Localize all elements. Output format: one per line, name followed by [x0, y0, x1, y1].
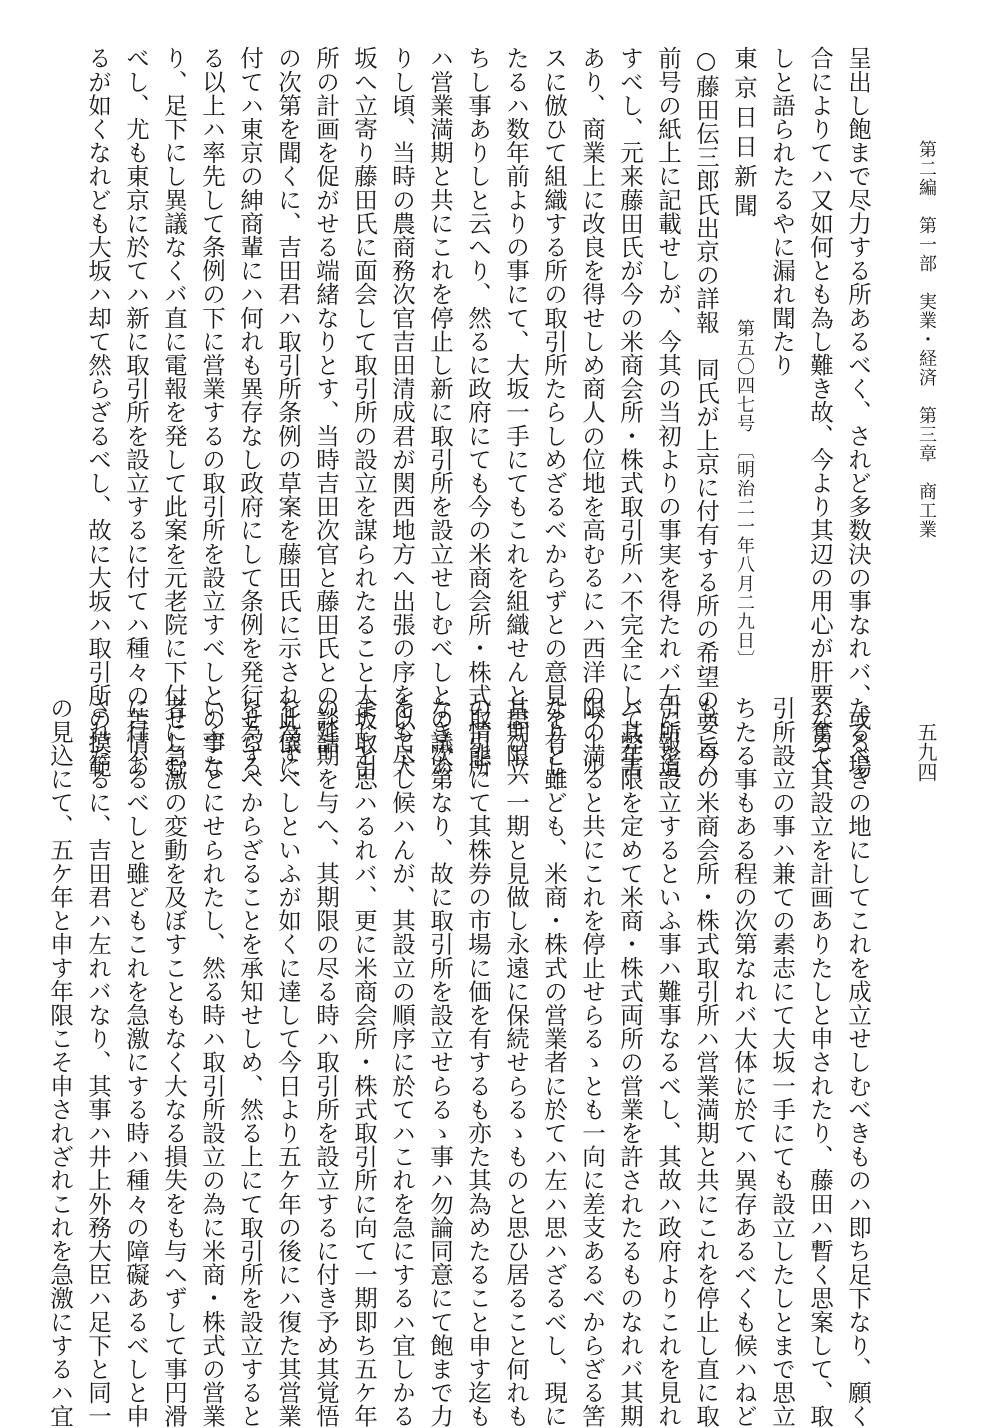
- text-line: されたるに、吉田君ハ左れバなり、其事ハ井上外務大臣ハ足下と同一: [84, 696, 112, 1428]
- text-line: 前号の紙上に記載せしが、今其の当初よりの事実を得たれバ左に報道: [654, 46, 682, 778]
- text-line: 引所設立の事ハ兼ての素志にて大坂一手にても設立したしとまで思立: [768, 696, 796, 1428]
- text-line: しと語られたるやに漏れ聞たり: [768, 46, 796, 377]
- text-line: も、今の米商会所・株式取引所ハ営業満期と共にこれを停止し直に取: [692, 696, 720, 1428]
- text-line: 其期限ハ一期と見做し永遠に保続せらるゝものと思ひ居ること何れも: [502, 696, 530, 1428]
- text-line: ○藤田伝三郎氏出京の詳報 同氏が上京に付有する所の希望の要旨ハ: [692, 46, 720, 783]
- text-line: いふことにせられたし、然る時ハ取引所設立の為に米商・株式の営業: [198, 696, 226, 1428]
- issue-number: 第五〇四七号: [734, 319, 755, 433]
- text-line: をも尽し候ハんが、其設立の順序に於てハこれを急にするハ宜しかる: [388, 696, 416, 1428]
- text-line: べし、尤も東京に於てハ新に取引所を設立するに付てハ種々の苦情あ: [122, 46, 150, 778]
- text-line: りし頃、当時の農商務次官吉田清成君が関西地方へ出張の序を以て大: [388, 46, 416, 778]
- text-line: り、足下にし異議なくバ直に電報を発して此案を元老院に下付せしむ: [160, 46, 188, 778]
- text-line: なき次第なり、故に取引所を設立せらるゝ事ハ勿論同意にて飽まで力: [426, 696, 454, 1428]
- text-line: を為すべからざることを承知せしめ、然る上にて取引所を設立すると: [236, 696, 264, 1428]
- text-line: あり、商業上に改良を得せしめ商人の位地を高むるにハ西洋のブール: [578, 46, 606, 778]
- text-line: バ其年限を定めて米商・株式両所の営業を許されたるものなれバ其期: [616, 696, 644, 1428]
- text-line: 引所を設立するといふ事ハ難事なるべし、其故ハ政府よりこれを見れ: [654, 696, 682, 1428]
- text-line: まじと思ハるれバ、更に米商会所・株式取引所に向て一期即ち五ケ年: [350, 696, 378, 1428]
- text-line: の延期を与へ、其期限の尽る時ハ取引所を設立するに付き予め其覚悟: [312, 696, 340, 1428]
- text-line: の見込にて、五ケ年と申す年限こそ申されざれこれを急激にするハ宜: [46, 696, 74, 1428]
- text-line: すべし、元来藤田氏が今の米商会所・株式取引所ハ不完全にして弊害: [616, 46, 644, 778]
- text-line: たるハ数年前よりの事にて、大坂一手にてもこれを組織せんと思ひ立: [502, 46, 530, 778]
- text-line: 合によりてハ又如何とも為し難き故、今より其辺の用心が肝要なるべ: [806, 46, 834, 778]
- text-line: 所の計画を促がせる端緒なりとす、当時吉田次官と藤田氏との談話: [312, 46, 340, 754]
- text-line: るが如くなれども大坂ハ却て然らざるべし、故に大坂ハ取引所の摸範: [84, 46, 112, 778]
- text-line: 坂へ立寄り藤田氏に面会して取引所の設立を謀られたること大坂取引: [350, 46, 378, 778]
- text-line: に行ハるべしと雖どもこれを急激にする時ハ種々の障礙あるべしと申: [122, 696, 150, 1428]
- text-line: 付てハ東京の紳商輩にハ何れも異存なし政府にして条例を発行せらる: [236, 46, 264, 778]
- text-line: ちたる事もある程の次第なれバ大体に於てハ異存あるべくも候ハねど: [730, 696, 758, 1428]
- text-line: なりと雖ども、米商・株式の営業者に於てハ左ハ思ハざるべし、現に: [540, 696, 568, 1428]
- upper-text-block: [77, 46, 877, 783]
- text-line: スに倣ひて組織する所の取引所たらしめざるべからずとの意見を有し: [540, 46, 568, 778]
- newspaper-title: 東京日日新聞: [730, 46, 758, 223]
- text-line: を為すべしといふが如くに達して今日より五ケ年の後にハ復た其営業: [274, 696, 302, 1428]
- article-heading: [725, 46, 763, 678]
- lower-text-block: [46, 696, 877, 1428]
- text-line: の次第を聞くに、吉田君ハ取引所条例の草案を藤田氏に示され此儀に: [274, 46, 302, 778]
- page-number: 五九四: [914, 722, 938, 782]
- text-line: たるべきの地にしてこれを成立せしむべきものハ即ち足下なり、願く: [844, 696, 872, 1428]
- text-line: る以上ハ率先して条例の下に営業するの取引所を設立すべしとの事な: [198, 46, 226, 778]
- text-line: ハ奮て其設立を計画ありたしと申されたり、藤田ハ暫く思案して、取: [806, 696, 834, 1428]
- text-line: の情態にて其株券の市場に価を有するも亦た其為めたること申す迄も: [464, 696, 492, 1428]
- running-header: 第二編 第一部 実業・経済 第三章 商工業: [916, 140, 937, 539]
- text-line: ハ営業満期と共にこれを停止し新に取引所を設立せしむべしとの議あ: [426, 46, 454, 778]
- text-line: 呈出し飽まで尽力する所あるべく、されど多数決の事なれバ、或る場: [844, 46, 872, 778]
- text-line: ちし事ありしと云へり、然るに政府にても今の米商会所・株式取引所: [464, 46, 492, 778]
- text-line: 限の満ると共にこれを停止せらるゝとも一向に差支あるべからざる筈: [578, 696, 606, 1428]
- issue-date: 〔明治二一年八月二九日〕: [734, 441, 755, 669]
- text-line: 者に急激の変動を及ぼすこともなく大なる損失をも与へずして事円滑: [160, 696, 188, 1428]
